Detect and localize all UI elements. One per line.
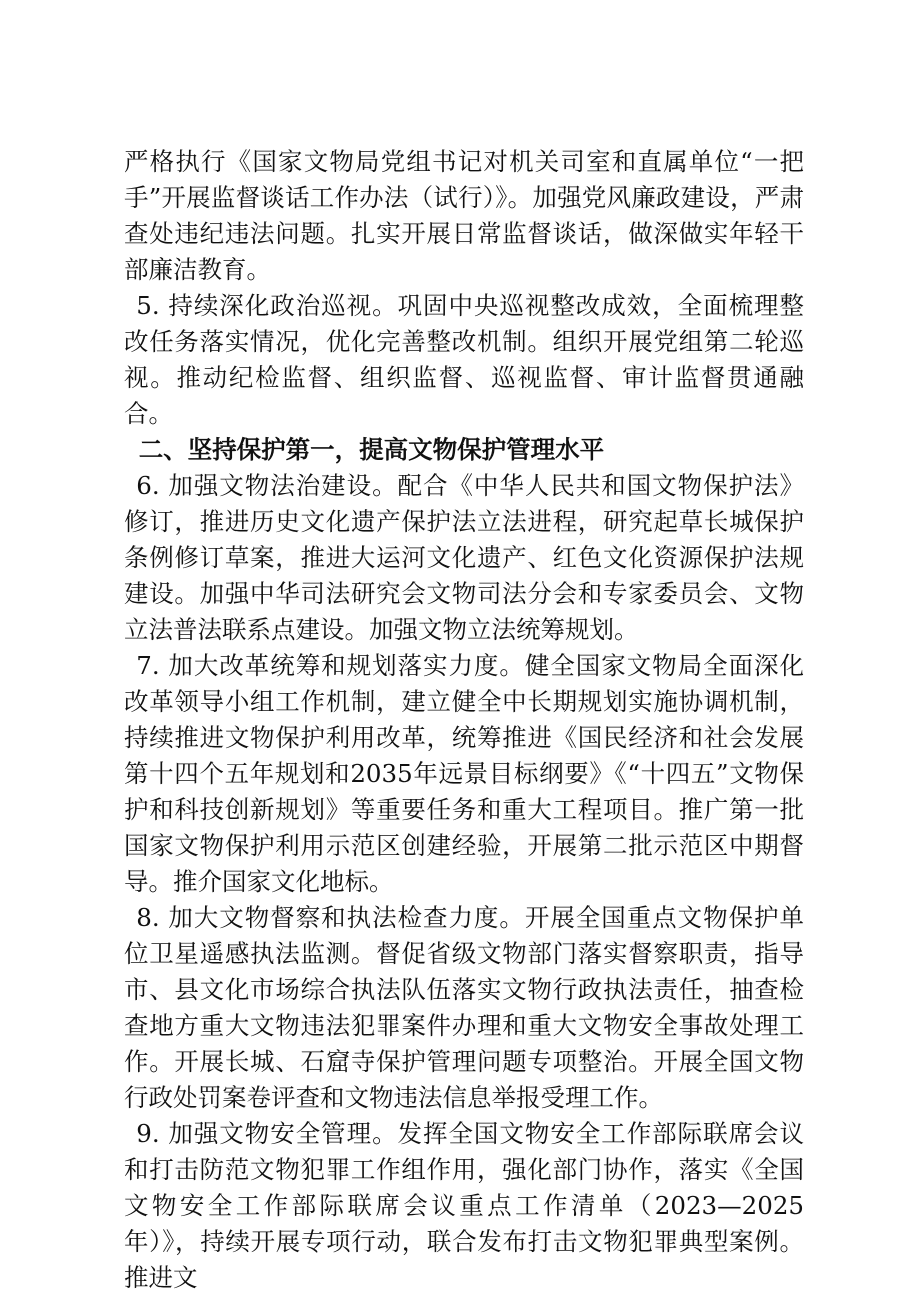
section-heading-2: 二、坚持保护第一，提高文物保护管理水平 (138, 435, 605, 464)
paragraph-item-5: 5. 持续深化政治巡视。巩固中央巡视整改成效，全面梳理整改任务落实情况，优化完善整改机制。组织开展党组第二轮巡视。推动纪检监督、组织监督、巡视监督、审计监督贯通融合。 (124, 291, 804, 428)
paragraph-item-6: 6. 加强文物法治建设。配合《中华人民共和国文物保护法》修订，推进历史文化遗产保护法立法进程，研究起草长城保护条例修订草案，推进大运河文化遗产、红色文化资源保护法规建设。加强中华司法研究会文物司法分会和专家委员会、文物立法普法联系点建设。加强文物立法统筹规划。 (124, 471, 804, 644)
document-body (124, 144, 804, 1296)
paragraph-item-7: 7. 加大改革统筹和规划落实力度。健全国家文物局全面深化改革领导小组工作机制，建立健全中长期规划实施协调机制，持续推进文物保护利用改革，统筹推进《国民经济和社会发展第十四个五年规划和2035年远景目标纲要》《“十四五”文物保护和科技创新规划》等重要任务和重大工程项目。推广第一批国家文物保护利用示范区创建经验，开展第二批示范区中期督导。推介国家文化地标。 (124, 651, 804, 896)
paragraph-continuation: 严格执行《国家文物局党组书记对机关司室和直属单位“一把手”开展监督谈话工作办法（试行）》。加强党风廉政建设，严肃查处违纪违法问题。扎实开展日常监督谈话，做深做实年轻干部廉洁教育。 (124, 147, 804, 284)
paragraph-item-9: 9. 加强文物安全管理。发挥全国文物安全工作部际联席会议和打击防范文物犯罪工作组作用，强化部门协作，落实《全国文物安全工作部际联席会议重点工作清单（2023—2025年）》，持续开展专项行动，联合发布打击文物犯罪典型案例。推进文 (124, 1119, 804, 1292)
paragraph-item-8: 8. 加大文物督察和执法检查力度。开展全国重点文物保护单位卫星遥感执法监测。督促省级文物部门落实督察职责，指导市、县文化市场综合执法队伍落实文物行政执法责任，抽查检查地方重大文物违法犯罪案件办理和重大文物安全事故处理工作。开展长城、石窟寺保护管理问题专项整治。开展全国文物行政处罚案卷评查和文物违法信息举报受理工作。 (124, 903, 804, 1112)
